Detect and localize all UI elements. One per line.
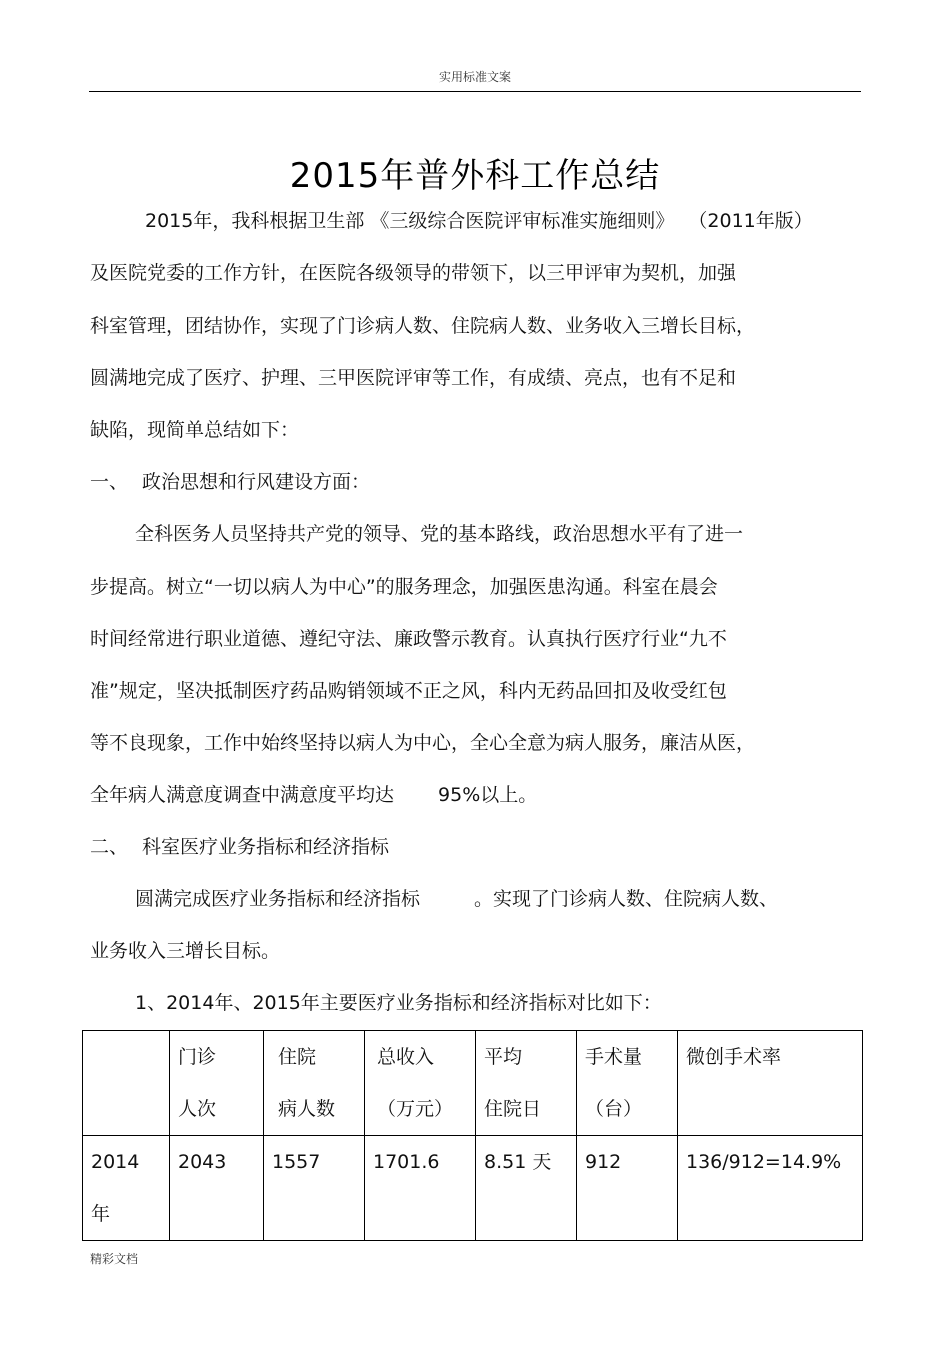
intro-line-2: 及医院党委的工作方针，在医院各级领导的带领下，以三甲评审为契机，加强 xyxy=(90,262,737,284)
table-header-cell: 总收入 （万元） xyxy=(365,1031,476,1136)
table-header-cell: 平均 住院日 xyxy=(476,1031,577,1136)
table-header-row xyxy=(83,1031,863,1136)
table-cell-year: 2014 年 xyxy=(83,1136,170,1241)
section2-subheading: 1、2014年、2015年主要医疗业务指标和经济指标对比如下： xyxy=(135,992,662,1014)
section1-line-5: 等不良现象，工作中始终坚持以病人为中心，全心全意为病人服务，廉洁从医， xyxy=(90,732,756,754)
table-row xyxy=(83,1136,863,1241)
table-cell: 1701.6 xyxy=(365,1136,476,1241)
section1-heading xyxy=(90,469,370,495)
intro-line-4: 圆满地完成了医疗、护理、三甲医院评审等工作，有成绩、亮点，也有不足和 xyxy=(90,367,737,389)
section2-title: 科室医疗业务指标和经济指标 xyxy=(142,836,390,858)
section1-number: 一、 xyxy=(90,471,129,493)
section1-line-4: 准”规定，坚决抵制医疗药品购销领域不正之风，科内无药品回扣及收受红包 xyxy=(90,680,727,702)
table-header-cell: 住院 病人数 xyxy=(264,1031,365,1136)
table-cell: 8.51 天 xyxy=(476,1136,577,1241)
table-cell: 1557 xyxy=(264,1136,365,1241)
table-header-cell: 微创手术率 xyxy=(678,1031,863,1136)
section2-heading xyxy=(90,834,389,860)
table-cell: 912 xyxy=(577,1136,678,1241)
table-header-cell: 手术量 （台） xyxy=(577,1031,678,1136)
intro-line-1 xyxy=(145,208,813,234)
section2-number: 二、 xyxy=(90,836,129,858)
section2-text-1a: 圆满完成医疗业务指标和经济指标 xyxy=(135,888,421,910)
table-header-cell xyxy=(83,1031,170,1136)
section2-line-2: 业务收入三增长目标。 xyxy=(90,940,281,962)
page-header: 实用标准文案 xyxy=(438,70,511,84)
section1-line-6 xyxy=(90,782,537,808)
intro-text-1b: （2011年版） xyxy=(688,210,813,232)
section1-line-1: 全科医务人员坚持共产党的领导、党的基本路线，政治思想水平有了进一 xyxy=(135,523,744,545)
section1-title: 政治思想和行风建设方面： xyxy=(142,471,371,493)
section1-text-6b: 95%以上。 xyxy=(438,784,538,806)
comparison-table xyxy=(82,1030,863,1241)
table-cell: 136/912=14.9% xyxy=(678,1136,863,1241)
section1-line-2: 步提高。树立“一切以病人为中心”的服务理念，加强医患沟通。科室在晨会 xyxy=(90,576,718,598)
intro-line-3: 科室管理，团结协作，实现了门诊病人数、住院病人数、业务收入三增长目标， xyxy=(90,315,756,337)
section1-text-6a: 全年病人满意度调查中满意度平均达 xyxy=(90,784,395,806)
table-cell: 2043 xyxy=(170,1136,264,1241)
header-rule xyxy=(89,91,861,92)
section2-text-1b: 。实现了门诊病人数、住院病人数、 xyxy=(474,888,779,910)
intro-line-5: 缺陷，现简单总结如下： xyxy=(90,419,300,441)
page-footer: 精彩文档 xyxy=(90,1252,139,1266)
document-title: 2015年普外科工作总结 xyxy=(289,156,661,196)
section1-line-3: 时间经常进行职业道德、遵纪守法、廉政警示教育。认真执行医疗行业“九不 xyxy=(90,628,727,650)
intro-text-1a: 2015年，我科根据卫生部 《三级综合医院评审标准实施细则》 xyxy=(145,210,675,232)
table-header-cell: 门诊 人次 xyxy=(170,1031,264,1136)
section2-line-1 xyxy=(135,886,778,912)
